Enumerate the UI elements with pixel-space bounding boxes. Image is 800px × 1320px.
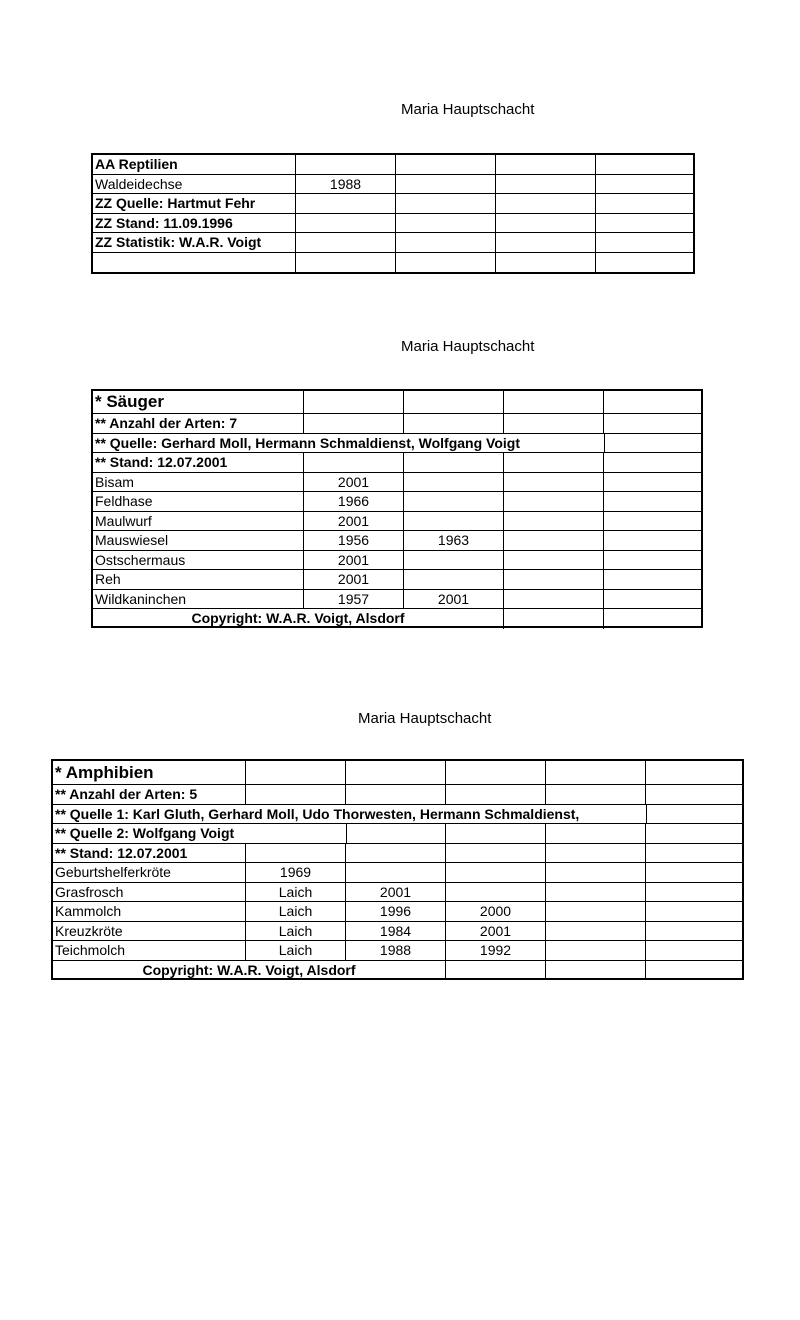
- table-row: [53, 785, 742, 805]
- table-cell: [604, 551, 701, 570]
- table-row: [93, 194, 693, 214]
- table-cell: AA Reptilien: [93, 155, 296, 174]
- table-cell: ** Stand: 12.07.2001: [93, 453, 304, 472]
- table-row: [93, 609, 701, 629]
- table-row: [93, 473, 701, 493]
- table-cell: [496, 233, 596, 252]
- table-cell: [596, 233, 693, 252]
- table-cell: ** Stand: 12.07.2001: [53, 844, 246, 863]
- table-cell: [604, 570, 701, 589]
- table-cell: 2001: [446, 922, 546, 941]
- table-cell: * Amphibien: [53, 761, 246, 784]
- table-cell: [446, 761, 546, 784]
- table-row: [93, 391, 701, 414]
- table-cell: [504, 551, 604, 570]
- table-cell: 1988: [346, 941, 446, 960]
- table-cell: [604, 414, 701, 433]
- table-cell: [404, 391, 504, 413]
- table-cell: [546, 941, 646, 960]
- table-cell: [404, 551, 504, 570]
- table-cell: ** Anzahl der Arten: 7: [93, 414, 304, 433]
- table-cell: [346, 824, 446, 843]
- table-row: [93, 434, 701, 454]
- table-cell: [604, 609, 701, 629]
- table-cell: [346, 863, 446, 882]
- table-row: [93, 512, 701, 532]
- table-cell: 1956: [304, 531, 404, 550]
- table-cell: 2001: [304, 551, 404, 570]
- table-cell: [446, 824, 546, 843]
- table-cell: [646, 902, 742, 921]
- table-cell: 1988: [296, 175, 396, 194]
- table-cell: [646, 805, 742, 824]
- table-cell: [546, 863, 646, 882]
- table-cell: [396, 194, 496, 213]
- table-cell: [504, 414, 604, 433]
- table-cell: [604, 492, 701, 511]
- table-cell: [646, 761, 742, 784]
- table-cell: [504, 570, 604, 589]
- table-cell: [504, 590, 604, 609]
- table-reptilien: [91, 153, 695, 274]
- table-row: [93, 590, 701, 610]
- table-cell: Wildkaninchen: [93, 590, 304, 609]
- table-cell: [646, 883, 742, 902]
- table-cell: [396, 233, 496, 252]
- table-cell: Maulwurf: [93, 512, 304, 531]
- table-cell: [504, 473, 604, 492]
- table-cell: Laich: [246, 883, 346, 902]
- table-cell: 1966: [304, 492, 404, 511]
- table-cell: [296, 194, 396, 213]
- table-cell: [346, 844, 446, 863]
- table-cell: 1984: [346, 922, 446, 941]
- table-cell: [604, 531, 701, 550]
- table-cell: ** Anzahl der Arten: 5: [53, 785, 246, 804]
- table-cell: Kammolch: [53, 902, 246, 921]
- table-cell: [604, 473, 701, 492]
- table-cell: 2001: [404, 590, 504, 609]
- table-row: [93, 570, 701, 590]
- table-row: [93, 253, 693, 273]
- table-cell: [596, 155, 693, 174]
- table-row: [53, 961, 742, 981]
- table-row: [93, 233, 693, 253]
- table-cell: [304, 391, 404, 413]
- table-cell: Waldeidechse: [93, 175, 296, 194]
- table-cell: [604, 512, 701, 531]
- table-cell: [604, 453, 701, 472]
- table-cell: [246, 785, 346, 804]
- table-cell: [596, 175, 693, 194]
- table-row: [93, 551, 701, 571]
- table-cell: Kreuzkröte: [53, 922, 246, 941]
- table-amphibien: [51, 759, 744, 980]
- table-cell: [604, 590, 701, 609]
- table-cell: 1992: [446, 941, 546, 960]
- table-cell: [646, 863, 742, 882]
- table-cell: Teichmolch: [53, 941, 246, 960]
- table-cell: [346, 761, 446, 784]
- table-cell: [404, 570, 504, 589]
- table-cell: 1996: [346, 902, 446, 921]
- table-cell: [396, 155, 496, 174]
- table-cell: [396, 253, 496, 273]
- table-row: [93, 531, 701, 551]
- table-cell: Laich: [246, 941, 346, 960]
- table-cell: [546, 902, 646, 921]
- copyright: Copyright: W.A.R. Voigt, Alsdorf: [93, 609, 504, 629]
- location-heading-2: Maria Hauptschacht: [401, 338, 535, 355]
- table-cell: [504, 391, 604, 413]
- table-cell: [596, 194, 693, 213]
- table-cell: * Säuger: [93, 391, 304, 413]
- table-cell: [596, 253, 693, 273]
- table-cell: [496, 214, 596, 233]
- table-row: [53, 824, 742, 844]
- table-cell: 2001: [304, 473, 404, 492]
- table-cell: [546, 922, 646, 941]
- table-cell: [446, 785, 546, 804]
- table-cell: 1963: [404, 531, 504, 550]
- table-cell: Grasfrosch: [53, 883, 246, 902]
- table-cell: 2001: [304, 512, 404, 531]
- table-row: [93, 492, 701, 512]
- table-cell: [496, 194, 596, 213]
- table-row: [53, 761, 742, 785]
- table-row: [53, 863, 742, 883]
- table-cell: [546, 961, 646, 981]
- table-cell: 2001: [346, 883, 446, 902]
- table-cell: [546, 824, 646, 843]
- table-cell: [646, 961, 742, 981]
- table-cell: [596, 214, 693, 233]
- table-saeuger: [91, 389, 703, 628]
- table-cell: [296, 214, 396, 233]
- table-cell: ZZ Quelle: Hartmut Fehr: [93, 194, 296, 213]
- table-row: [93, 453, 701, 473]
- table-cell: [504, 512, 604, 531]
- table-cell: [396, 175, 496, 194]
- table-row: [93, 155, 693, 175]
- table-row: [53, 883, 742, 903]
- table-cell: [504, 453, 604, 472]
- table-cell: [404, 414, 504, 433]
- table-cell: [446, 863, 546, 882]
- table-cell: ** Quelle: Gerhard Moll, Hermann Schmaldienst, Wolfgang Voigt: [95, 434, 520, 451]
- table-cell: [546, 761, 646, 784]
- table-cell: [296, 155, 396, 174]
- table-cell: [446, 883, 546, 902]
- table-cell: [296, 253, 396, 273]
- table-cell: [646, 922, 742, 941]
- table-cell: 2001: [304, 570, 404, 589]
- table-cell: [504, 609, 604, 629]
- table-row: [93, 214, 693, 234]
- table-cell: [404, 473, 504, 492]
- table-cell: [604, 391, 701, 413]
- table-cell: [304, 414, 404, 433]
- table-cell: [246, 761, 346, 784]
- table-row: [53, 922, 742, 942]
- table-cell: Geburtshelferkröte: [53, 863, 246, 882]
- table-cell: [246, 844, 346, 863]
- table-cell: [404, 512, 504, 531]
- table-cell: 2000: [446, 902, 546, 921]
- table-cell: 1969: [246, 863, 346, 882]
- table-cell: [446, 844, 546, 863]
- table-row: [53, 805, 742, 825]
- table-cell: [646, 785, 742, 804]
- table-cell: [304, 453, 404, 472]
- table-cell: [496, 253, 596, 273]
- table-cell: Laich: [246, 902, 346, 921]
- table-cell: [93, 253, 296, 273]
- table-row: [53, 844, 742, 864]
- table-cell: [446, 961, 546, 981]
- table-cell: [604, 434, 701, 453]
- table-row: [53, 902, 742, 922]
- table-cell: [396, 214, 496, 233]
- table-cell: [546, 844, 646, 863]
- table-cell: [404, 492, 504, 511]
- table-cell: [504, 531, 604, 550]
- table-cell: [346, 785, 446, 804]
- table-cell: [504, 492, 604, 511]
- table-cell: ** Quelle 2: Wolfgang Voigt: [55, 825, 235, 841]
- table-cell: [646, 824, 742, 843]
- table-cell: [646, 844, 742, 863]
- table-cell: [646, 941, 742, 960]
- table-cell: [496, 155, 596, 174]
- table-cell: ZZ Statistik: W.A.R. Voigt: [93, 233, 296, 252]
- table-row: [93, 414, 701, 434]
- table-row: [53, 941, 742, 961]
- table-cell: [546, 883, 646, 902]
- table-cell: [546, 785, 646, 804]
- table-cell: ZZ Stand: 11.09.1996: [93, 214, 296, 233]
- table-cell: ** Quelle 1: Karl Gluth, Gerhard Moll, Udo Thorwesten, Hermann Schmaldienst,: [55, 805, 580, 822]
- table-cell: 1957: [304, 590, 404, 609]
- table-cell: Mauswiesel: [93, 531, 304, 550]
- table-cell: Ostschermaus: [93, 551, 304, 570]
- table-cell: Feldhase: [93, 492, 304, 511]
- table-row: [93, 175, 693, 195]
- table-cell: Bisam: [93, 473, 304, 492]
- table-cell: [496, 175, 596, 194]
- table-cell: Reh: [93, 570, 304, 589]
- table-cell: [404, 453, 504, 472]
- location-heading-1: Maria Hauptschacht: [401, 101, 535, 118]
- table-cell: Laich: [246, 922, 346, 941]
- copyright: Copyright: W.A.R. Voigt, Alsdorf: [53, 961, 446, 981]
- location-heading-3: Maria Hauptschacht: [358, 710, 492, 727]
- table-cell: [296, 233, 396, 252]
